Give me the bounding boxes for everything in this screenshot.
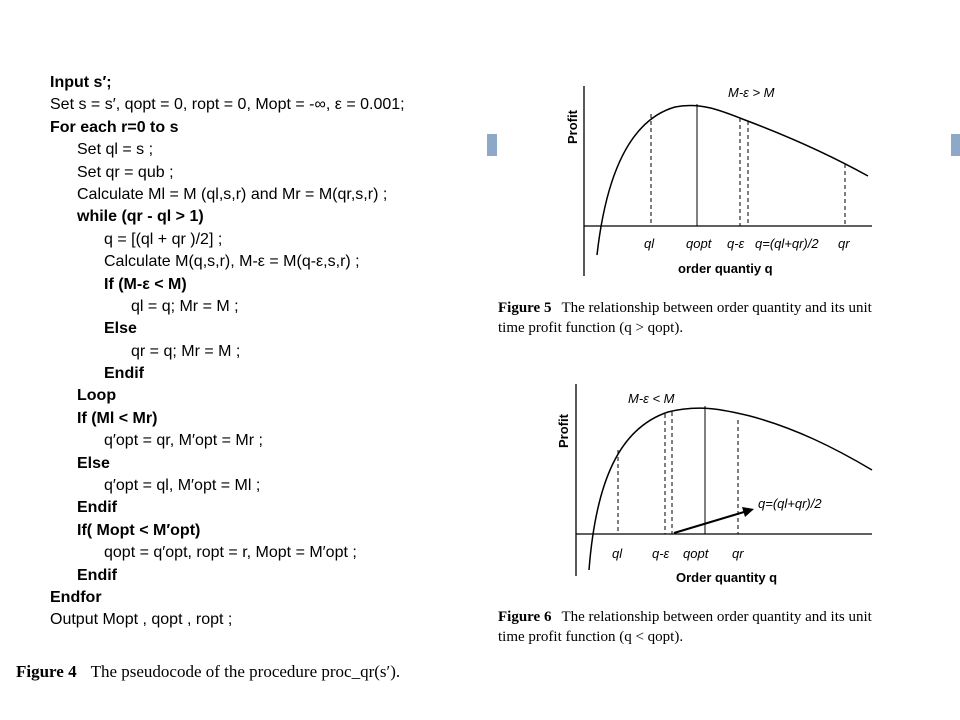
code-line: while (qr - ql > 1): [77, 208, 204, 226]
fig5-tick-qopt: qopt: [686, 236, 712, 251]
fig5-annotation: M-ε > M: [728, 85, 775, 100]
fig6-tick-qr: qr: [732, 546, 744, 561]
fig6-profit-curve: [589, 408, 872, 570]
code-line: Endif: [77, 566, 117, 584]
figure5-caption-line2: time profit function (q > qopt).: [498, 320, 684, 336]
fig6-tick-ql: ql: [612, 546, 623, 561]
fig6-ylabel: Profit: [556, 414, 571, 448]
code-line: Endfor: [50, 588, 102, 606]
fig5-xlabel: order quantiy q: [678, 261, 773, 276]
figure5-caption-line1: The relationship between order quantity and its unit: [561, 300, 872, 316]
code-line: Input s′;: [50, 74, 112, 91]
code-line: q′opt = ql, M′opt = Ml ;: [104, 477, 261, 495]
figure4-label: Figure 4: [16, 662, 77, 681]
code-line: If (Ml < Mr): [77, 409, 158, 427]
figure5-caption: [498, 298, 950, 338]
code-line: Loop: [77, 387, 117, 405]
slide-marker-right: [951, 134, 960, 156]
fig6-arrow-head: [742, 507, 754, 517]
fig5-ylabel: Profit: [565, 110, 580, 144]
code-line: Else: [104, 320, 137, 338]
code-line: Calculate Ml = M (ql,s,r) and Mr = M(qr,s,r) ;: [77, 185, 388, 203]
code-line: Else: [77, 454, 110, 472]
figure6-caption-line2: time profit function (q < qopt).: [498, 629, 684, 645]
code-line: If( Mopt < M′opt): [77, 521, 201, 539]
fig6-arrow-shaft: [674, 512, 744, 533]
pseudocode-block: [50, 72, 490, 632]
code-line: Set ql = s ;: [77, 141, 154, 159]
figure5-label: Figure 5: [498, 300, 552, 316]
fig6-tick-qeps: q-ε: [652, 546, 670, 561]
figure6-caption-line1: The relationship between order quantity and its unit: [561, 609, 872, 625]
code-line: q′opt = qr, M′opt = Mr ;: [104, 432, 263, 450]
fig6-xlabel: Order quantity q: [676, 570, 778, 585]
fig5-tick-qmid: q=(ql+qr)/2: [755, 236, 819, 251]
fig5-tick-ql: ql: [644, 236, 655, 251]
fig5-tick-qeps: q-ε: [727, 236, 745, 251]
code-line: qopt = q′opt, ropt = r, Mopt = M′opt ;: [104, 544, 357, 562]
fig6-annotation: M-ε < M: [628, 391, 675, 406]
code-line: q = [(ql + qr )/2] ;: [104, 230, 223, 248]
fig6-arrow-label: q=(ql+qr)/2: [758, 496, 822, 511]
code-line: qr = q; Mr = M ;: [131, 342, 241, 360]
figure4-text: The pseudocode of the procedure proc_qr(s′).: [90, 662, 401, 681]
code-line: Endif: [77, 499, 117, 517]
fig5-profit-curve: [597, 105, 868, 255]
code-line: For each r=0 to s: [50, 118, 179, 136]
fig6-tick-qopt: qopt: [683, 546, 709, 561]
fig5-tick-qr: qr: [838, 236, 850, 251]
figure6-label: Figure 6: [498, 609, 552, 625]
figure6-chart: [540, 380, 880, 590]
code-line: Output Mopt , qopt , ropt ;: [50, 611, 233, 629]
figure4-caption: [16, 662, 400, 682]
code-line: Calculate M(q,s,r), M-ε = M(q-ε,s,r) ;: [104, 253, 360, 271]
code-line: If (M-ε < M): [104, 275, 187, 293]
code-line: Endif: [104, 365, 144, 383]
figure6-caption: [498, 607, 950, 647]
figure5-chart: [540, 80, 880, 285]
code-line: ql = q; Mr = M ;: [131, 297, 239, 315]
code-line: Set qr = qub ;: [77, 163, 174, 181]
code-line: Set s = s′, qopt = 0, ropt = 0, Mopt = -∞, ε = 0.001;: [50, 96, 405, 114]
